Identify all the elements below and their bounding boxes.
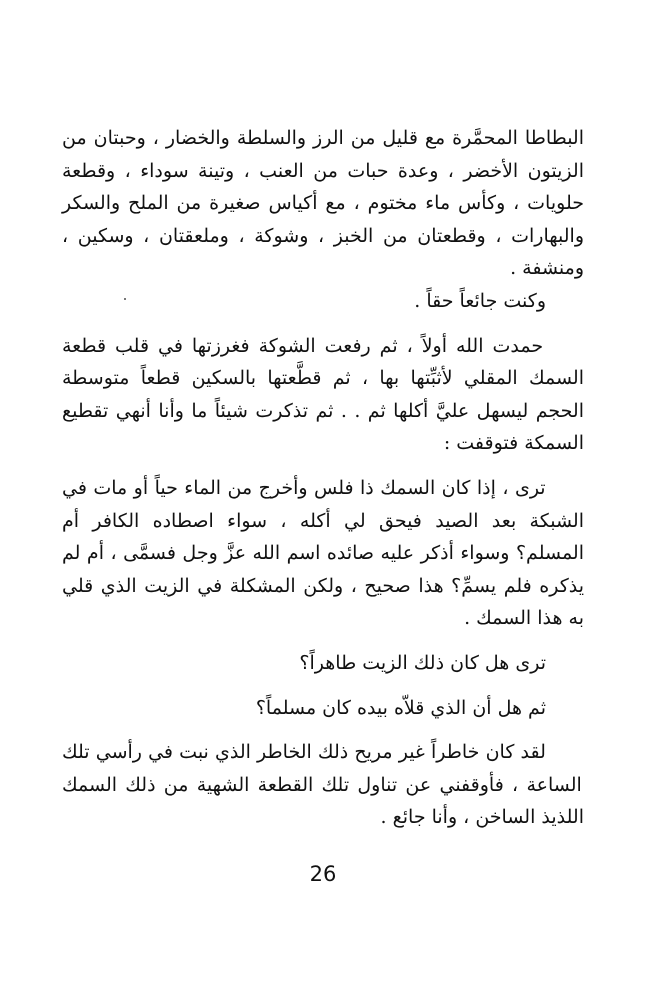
paragraph-oil-question: [62, 647, 584, 680]
paragraph-cook-question: [62, 692, 584, 725]
page-number: 26: [309, 862, 337, 886]
paragraph-gap: [62, 460, 584, 472]
paragraph-food-list: [62, 122, 584, 285]
text-line: لقد كان خاطراً غير مريح ذلك الخاطر الذي نبت في رأسي تلك: [62, 741, 546, 764]
text-line: وسواء أذكر عليه صائده اسم الله عزَّ وجل فسمَّى ، أم لم يذكره فلم: [62, 542, 584, 597]
text-line: السمك .: [464, 607, 532, 630]
text-line: الشبكة بعد الصيد فيحق لي أكله ، سواء اصطاده الكافر أم المسلم؟: [62, 509, 584, 565]
paragraph-hungry: [62, 285, 584, 318]
paragraph-gap: [62, 635, 584, 647]
paragraph-thought: [62, 736, 584, 834]
text-line: يسمِّ؟ هذا صحيح ، ولكن المشكلة في الزيت الذي قلي به هذا: [62, 574, 584, 630]
paragraph-gap: [62, 680, 584, 692]
text-line: ثم هل أن الذي قلاّه بيده كان مسلماً؟: [255, 696, 546, 719]
text-line: فتوقفت :: [443, 432, 519, 455]
body-text: [62, 122, 584, 834]
text-line: الساعة ، فأوقفني عن تناول تلك القطعة الشهية من ذلك السمك: [62, 773, 582, 796]
text-line: حمدت الله أولاً ، ثم رفعت الشوكة فغرزتها في قلب قطعة: [62, 334, 544, 357]
paragraph-gap: [62, 318, 584, 330]
text-line: السمك المقلي لأثبِّتها بها ، ثم قطَّعتها بالسكين قطعاً متوسطة الحجم: [62, 367, 584, 422]
paragraph-gap: [62, 724, 584, 736]
text-line: وكنت جائعاً حقاً .: [414, 289, 546, 312]
text-line: وكأس ماء مختوم ، مع أكياس صغيرة من الملح والسكر والبهارات ،: [62, 192, 584, 247]
text-line: ليسهل عليَّ أكلها ثم . . ثم تذكرت شيئاً ما وأنا أنهي تقطيع السمكة: [62, 399, 584, 455]
text-line: وقطعتان من الخبز ، وشوكة ، وملعقتان ، وسكين ، ومنشفة .: [62, 224, 584, 280]
text-line: الأخضر ، وعدة حبات من العنب ، وتينة سوداء ، وقطعة حلويات ،: [62, 159, 584, 215]
paragraph-question: [62, 472, 584, 635]
text-line: ترى ، إذا كان السمك ذا فلس وأخرج من الماء حياً أو مات في: [62, 476, 546, 499]
text-line: البطاطا المحمَّرة مع قليل من الرز والسلطة والخضار ، وحبتان من الزيتون: [62, 127, 584, 182]
scan-speck: [124, 298, 126, 300]
text-line: اللذيذ الساخن ، وأنا جائع .: [380, 806, 584, 829]
text-line: ترى هل كان ذلك الزيت طاهراً؟: [299, 651, 546, 674]
paragraph-praise: [62, 330, 584, 460]
